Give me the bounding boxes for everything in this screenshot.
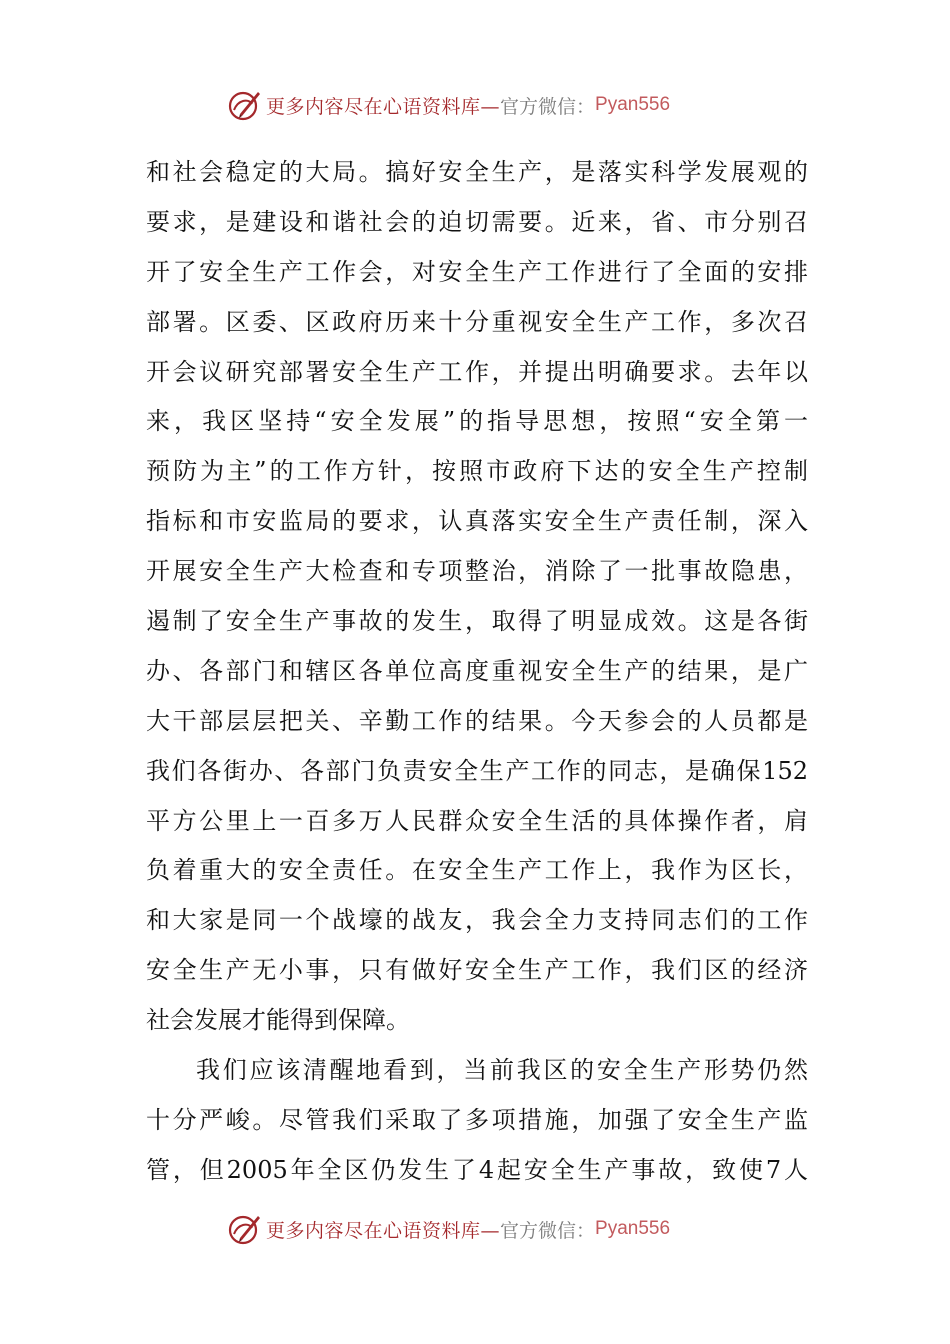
text-line: 预防为主”的工作方针，按照市政府下达的安全生产控制: [146, 457, 808, 486]
text-line: 我们应该清醒地看到，当前我区的安全生产形势仍然: [196, 1056, 808, 1085]
body-text: [146, 148, 808, 1196]
banner-wechat-id: Pyan556: [595, 1218, 671, 1239]
text-line: 平方公里上一百多万人民群众安全生活的具体操作者，肩: [146, 806, 808, 835]
text-line: 大干部层层把关、辛勤工作的结果。今天参会的人员都是: [146, 706, 808, 735]
banner-text: 更多内容尽在心语资料库—: [266, 1219, 501, 1242]
text-line: 开会议研究部署安全生产工作，并提出明确要求。去年以: [146, 357, 808, 386]
text-line: 指标和市安监局的要求，认真落实安全生产责任制，深入: [146, 507, 808, 536]
text-line: 开了安全生产工作会，对安全生产工作进行了全面的安排: [146, 257, 808, 286]
text-line: 开展安全生产大检查和专项整治，消除了一批事故隐患，: [146, 557, 808, 586]
banner-wechat-id: Pyan556: [595, 94, 671, 115]
text-line: 社会发展才能得到保障。: [146, 1006, 410, 1035]
banner-wechat-label: 官方微信：: [500, 95, 596, 118]
banner-wechat-label: 官方微信：: [500, 1219, 596, 1242]
text-line: 安全生产无小事，只有做好安全生产工作，我们区的经济: [146, 956, 808, 985]
pen-swirl-logo-icon: [228, 88, 262, 122]
banner-text: 更多内容尽在心语资料库—: [266, 95, 501, 118]
text-line: 我们各街办、各部门负责安全生产工作的同志，是确保152: [146, 756, 808, 785]
header-banner[interactable]: [228, 85, 728, 125]
text-line: 和社会稳定的大局。搞好安全生产，是落实科学发展观的: [146, 158, 808, 186]
text-line: 十分严峻。尽管我们采取了多项措施，加强了安全生产监: [146, 1105, 808, 1134]
text-line: 部署。区委、区政府历来十分重视安全生产工作，多次召: [146, 307, 808, 336]
text-line: 办、各部门和辖区各单位高度重视安全生产的结果，是广: [146, 656, 808, 685]
text-line: 遏制了安全生产事故的发生，取得了明显成效。这是各街: [146, 607, 808, 636]
text-line: 管，但2005年全区仍发生了4起安全生产事故，致使7人: [146, 1155, 808, 1184]
text-line: 要求，是建设和谐社会的迫切需要。近来，省、市分别召: [146, 207, 808, 236]
footer-banner[interactable]: [228, 1209, 728, 1249]
text-line: 和大家是同一个战壕的战友，我会全力支持同志们的工作: [146, 906, 808, 935]
text-line: 负着重大的安全责任。在安全生产工作上，我作为区长，: [146, 856, 808, 885]
pen-swirl-logo-icon: [228, 1212, 262, 1246]
text-line: 来，我区坚持“安全发展”的指导思想，按照“安全第一: [146, 407, 808, 436]
